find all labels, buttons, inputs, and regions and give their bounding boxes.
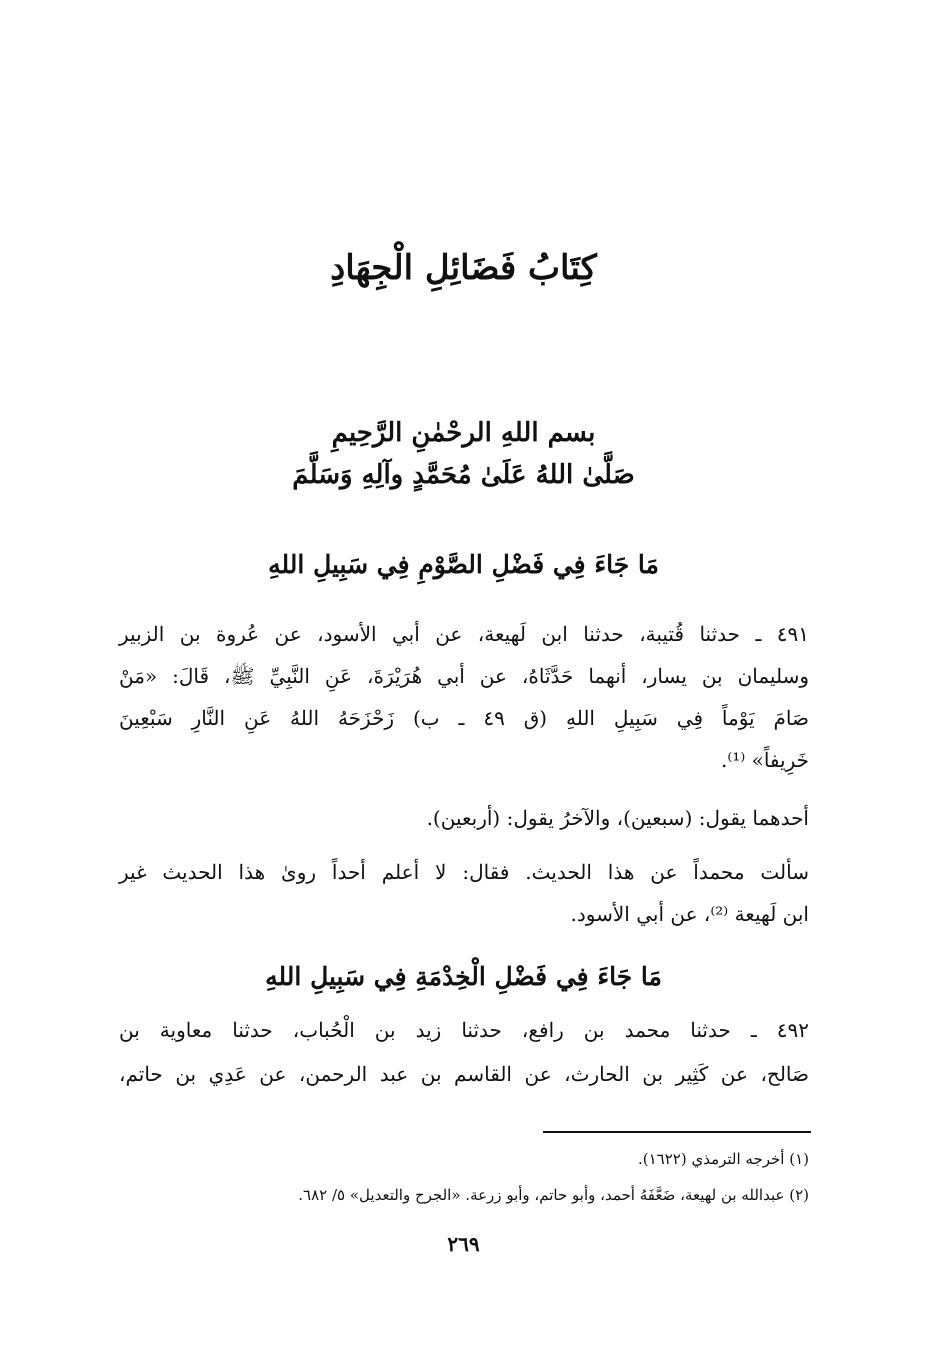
hadith-491-line-1: ٤٩١ ـ حدثنا قُتيبة، حدثنا ابن لَهيعة، عن أبي الأسود، عن عُروة بن الزبير (119, 622, 809, 646)
narration-note-1: أحدهما يقول: (سبعين)، والآخرُ يقول: (أربعين). (426, 806, 809, 830)
footnote-1: (١) أخرجه الترمذي (١٦٢٢). (637, 1150, 809, 1168)
hadith-492-line-1: ٤٩٢ ـ حدثنا محمد بن رافع، حدثنا زيد بن الْحُباب، حدثنا معاوية بن (119, 1018, 809, 1042)
page-number: ٢٦٩ (447, 1232, 480, 1256)
section-heading-service: مَا جَاءَ فِي فَضْلِ الْخِدْمَةِ فِي سَبِيلِ اللهِ (265, 962, 662, 991)
narration-note-2-line-2: ابن لَهيعة ⁽²⁾، عن أبي الأسود. (570, 902, 809, 926)
section-heading-fasting: مَا جَاءَ فِي فَضْلِ الصَّوْمِ فِي سَبِيلِ اللهِ (268, 550, 659, 579)
basmala (0, 412, 927, 496)
hadith-491-line-2: وسليمان بن يسار، أنهما حَدَّثَاهُ، عن أبي هُرَيْرَةَ، عَنِ النَّبِيِّ ﷺ، قَالَ: «مَنْ (119, 664, 809, 688)
hadith-492-line-2: صَالح، عن كَثِير بن الحارث، عن القاسم بن عبد الرحمن، عن عَدِي بن حاتم، (119, 1062, 809, 1086)
basmala-line-1: بسم اللهِ الرحْمٰنِ الرَّحِيمِ (331, 418, 596, 448)
hadith-491-line-4: خَرِيفاً» ⁽¹⁾. (721, 748, 809, 772)
basmala-line-2: صَلَّىٰ اللهُ عَلَىٰ مُحَمَّدٍ وآلِهِ وَسَلَّمَ (292, 460, 635, 490)
footnote-2: (٢) عبدالله بن لهيعة، ضَعَّفَهُ أحمد، وأبو حاتم، وأبو زرعة. «الجرح والتعديل» ٥/ ٦٨٢. (298, 1186, 809, 1204)
narration-note-2-line-1: سألت محمداً عن هذا الحديث. فقال: لا أعلم أحداً روىٰ هذا الحديث غير (119, 860, 809, 884)
footnote-divider (543, 1131, 811, 1133)
book-title: كِتَابُ فَضَائِلِ الْجِهَادِ (330, 248, 597, 288)
hadith-491-line-3: صَامَ يَوْماً فِي سَبِيلِ اللهِ (ق ٤٩ ـ ب) زَحْزَحَهُ اللهُ عَنِ النَّارِ سَبْعِينَ (119, 706, 810, 730)
